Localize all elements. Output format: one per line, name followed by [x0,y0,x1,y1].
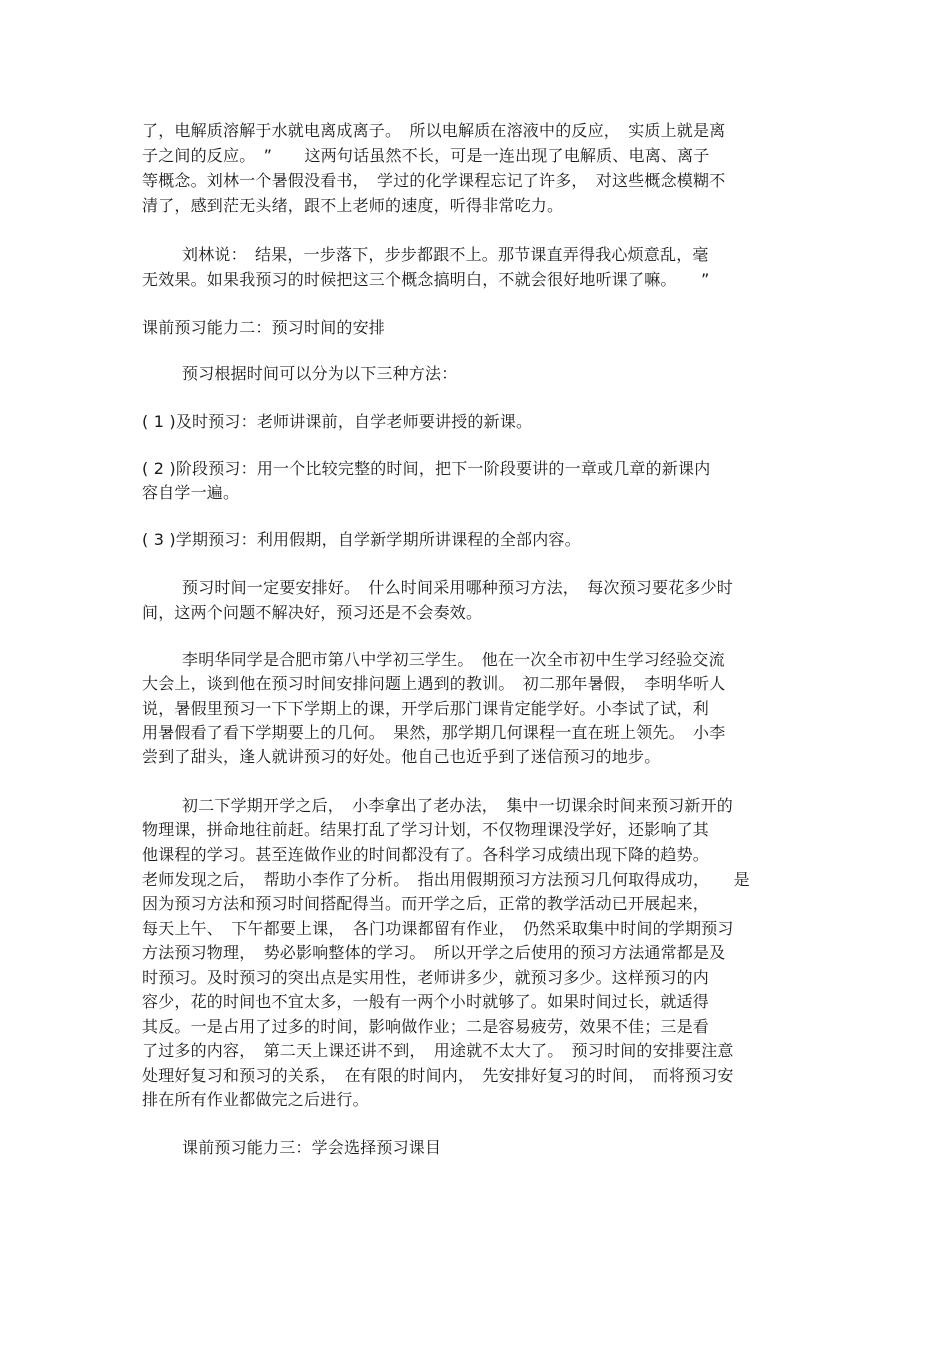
text-line: 时预习。及时预习的突出点是实用性，老师讲多少，就预习多少。这样预习的内 [142,968,710,987]
heading-text: 课前预习能力三：学会选择预习课目 [182,1138,442,1157]
text-line: 尝到了甜头，逢人就讲预习的好处。他自己也近乎到了迷信预习的地步。 [142,747,661,766]
text-line: 排在所有作业都做完之后进行。 [142,1090,369,1109]
text-line: 了，电解质溶解于水就电离成离子。 所以电解质在溶液中的反应， 实质上就是离 [142,121,726,140]
text-line: 说，暑假里预习一下下学期上的课，开学后那门课肯定能学好。小李试了试，利 [142,699,710,718]
text-line: 其反。一是占用了过多的时间，影响做作业；二是容易疲劳，效果不佳；三是看 [142,1017,710,1036]
text-line: 初二下学期开学之后， 小李拿出了老办法， 集中一切课余时间来预习新开的 [182,796,734,815]
text-line: 预习根据时间可以分为以下三种方法： [182,364,458,383]
text-line: ( 3 )学期预习：利用假期，自学新学期所讲课程的全部内容。 [142,530,581,549]
text-line: 刘林说： 结果，一步落下，步步都跟不上。那节课直弄得我心烦意乱，毫 [182,245,709,264]
text-line: 方法预习物理， 势必影响整体的学习。 所以开学之后使用的预习方法通常都是及 [142,943,726,962]
text-line: 了过多的内容， 第二天上课还讲不到， 用途就不太大了。 预习时间的安排要注意 [142,1041,734,1060]
text-line: ( 2 )阶段预习：用一个比较完整的时间，把下一阶段要讲的一章或几章的新课内 [142,459,711,478]
heading-text: 课前预习能力二：预习时间的安排 [142,318,386,337]
text-line: 物理课，拼命地往前赶。结果打乱了学习计划，不仅物理课没学好，还影响了其 [142,820,710,839]
text-line: 子之间的反应。 ” 这两句话虽然不长，可是一连出现了电解质、电离、离子 [142,146,710,165]
text-line: 间，这两个问题不解决好，预习还是不会奏效。 [142,603,483,622]
text-line: 李明华同学是合肥市第八中学初三学生。 他在一次全市初中生学习经验交流 [182,650,725,669]
text-line: 处理好复习和预习的关系， 在有限的时间内， 先安排好复习的时间， 而将预习安 [142,1066,734,1085]
text-line: 等概念。刘林一个暑假没看书， 学过的化学课程忘记了许多， 对这些概念模糊不 [142,171,726,190]
text-line: 清了，感到茫无头绪，跟不上老师的速度，听得非常吃力。 [142,196,564,215]
text-line: ( 1 )及时预习：老师讲课前，自学老师要讲授的新课。 [142,412,533,431]
text-line: 每天上午、 下午都要上课， 各门功课都留有作业， 仍然采取集中时间的学期预习 [142,919,734,938]
text-line: 因为预习方法和预习时间搭配得当。而开学之后，正常的教学活动已开展起来， [142,894,710,913]
text-line: 老师发现之后， 帮助小李作了分析。 指出用假期预习方法预习几何取得成功， 是 [142,870,750,889]
text-line: 用暑假看了看下学期要上的几何。 果然，那学期几何课程一直在班上领先。 小李 [142,723,726,742]
text-line: 无效果。如果我预习的时候把这三个概念搞明白，不就会很好地听课了嘛。 ” [142,270,710,289]
text-line: 他课程的学习。甚至连做作业的时间都没有了。各科学习成绩出现下降的趋势。 [142,845,710,864]
text-line: 大会上，谈到他在预习时间安排问题上遇到的教训。 初二那年暑假， 李明华听人 [142,674,726,693]
text-line: 容自学一遍。 [142,483,240,502]
text-line: 预习时间一定要安排好。 什么时间采用哪种预习方法， 每次预习要花多少时 [182,578,734,597]
text-line: 容少，花的时间也不宜太多，一般有一两个小时就够了。如果时间过长，就适得 [142,992,710,1011]
